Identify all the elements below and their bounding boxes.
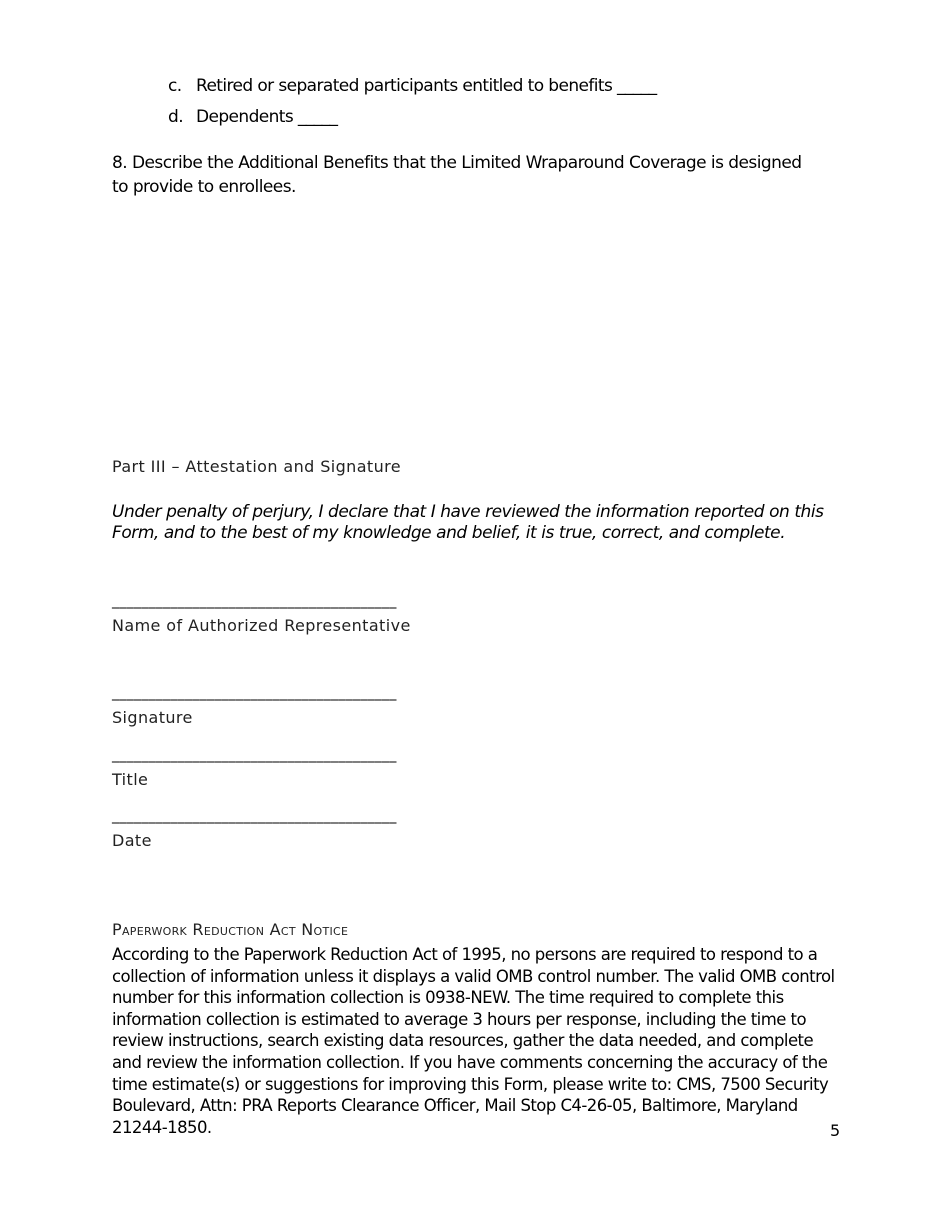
list-item-retired-participants (168, 76, 657, 96)
list-marker: c. (168, 76, 182, 96)
list-item-text: Retired or separated participants entitled to benefits _____ (196, 76, 657, 96)
page-number: 5 (830, 1121, 841, 1140)
signature-field-label: Signature (112, 708, 193, 727)
date-field-label: Date (112, 831, 152, 850)
list-item-text: Dependents _____ (196, 107, 338, 127)
name-field-label: Name of Authorized Representative (112, 616, 411, 635)
paperwork-notice-body: According to the Paperwork Reduction Act of 1995, no persons are required to respond to a collection of information unless it displays a valid OMB control number. The valid OMB control number for this information collection is 0938-NEW. The time required to complete this information collection is estimated to average 3 hours per response, including the time to review instructions, search existing data resources, gather the data needed, and complete and review the information collection. If you have comments concerning the accuracy of the time estimate(s) or suggestions for improving this Form, please write to: CMS, 7500 Security Boulevard, Attn: PRA Reports Clearance Officer, Mail Stop C4-26-05, Baltimore, Maryland 21244-1850. (112, 945, 835, 1137)
name-signature-line: _______________________________________ (112, 593, 397, 609)
list-item-dependents (168, 107, 337, 127)
title-field-label: Title (112, 770, 149, 789)
list-marker: d. (168, 107, 183, 127)
part-iii-heading: Part III – Attestation and Signature (112, 457, 401, 476)
date-signature-line: _______________________________________ (112, 808, 397, 824)
title-signature-line: _______________________________________ (112, 747, 397, 763)
question-8: 8. Describe the Additional Benefits that the Limited Wraparound Coverage is designed to provide to enrollees. (112, 153, 802, 197)
attestation-statement: Under penalty of perjury, I declare that I have reviewed the information reported on this Form, and to the best of my knowledge and belief, it is true, correct, and complete. (112, 502, 824, 543)
paperwork-notice-heading: Paperwork Reduction Act Notice (112, 920, 349, 939)
signature-line: _______________________________________ (112, 685, 397, 701)
